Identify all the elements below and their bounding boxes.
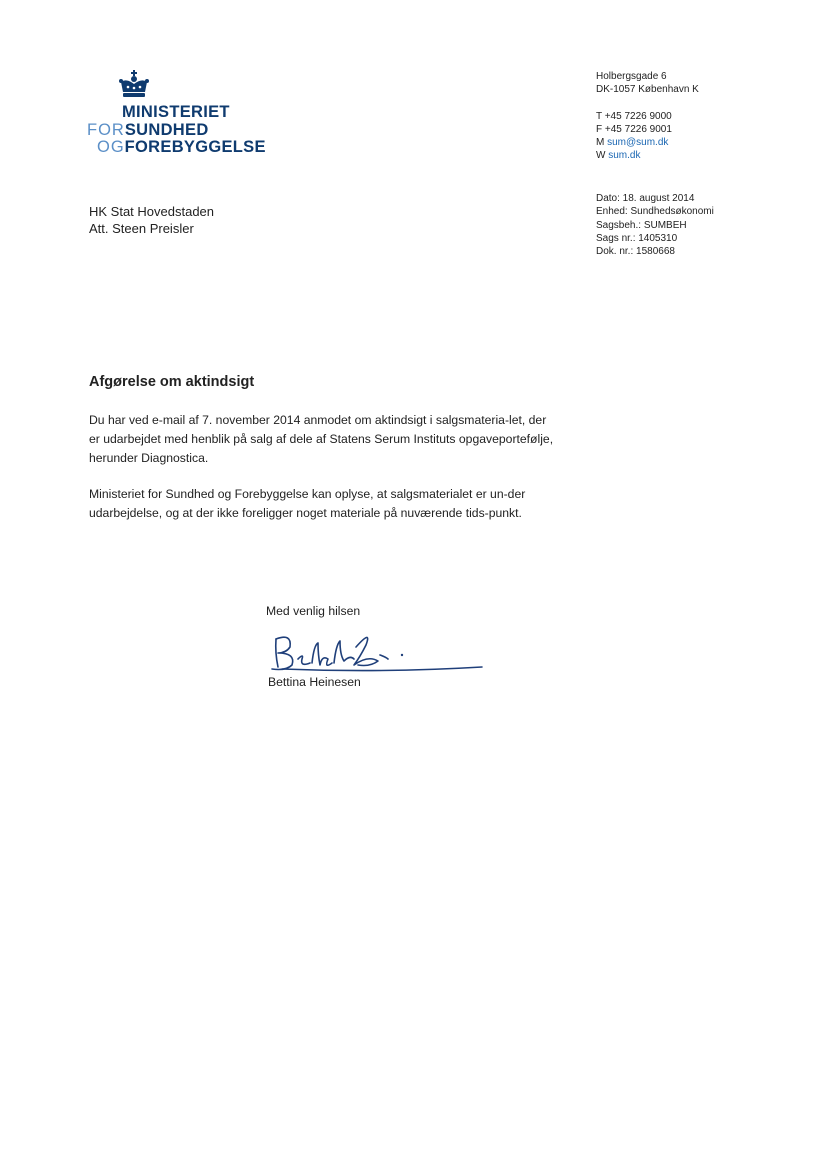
- recipient-address: [89, 203, 214, 237]
- paragraph-2: Ministeriet for Sundhed og Forebyggelse kan oplyse, at salgsmaterialet er un-der udarbejdelse, og at der ikke foreligger noget materiale på nuværende tids-punkt.: [89, 487, 526, 520]
- address-line-1: Holbergsgade 6: [596, 71, 667, 82]
- fax-line: F +45 7226 9001: [596, 123, 672, 135]
- greeting: Med venlig hilsen: [266, 604, 361, 618]
- case-number-line: Sags nr.: 1405310: [596, 232, 678, 244]
- phone-line: T +45 7226 9000: [596, 110, 672, 122]
- recipient-line-1: HK Stat Hovedstaden: [89, 204, 215, 219]
- recipient-line-2: Att. Steen Preisler: [89, 221, 194, 236]
- contact-block: [596, 70, 796, 163]
- document-number-line: Dok. nr.: 1580668: [596, 246, 675, 258]
- paragraph-1: Du har ved e-mail af 7. november 2014 anmodet om aktindsigt i salgsmateria-let, der er udarbejdet med henblik på salg af dele af Statens Serum Instituts opgaveportefølje, herunder Diagnostica.: [89, 413, 554, 465]
- signer-name: Bettina Heinesen: [268, 675, 361, 689]
- address-line-2: DK-1057 København K: [596, 84, 699, 96]
- web-link[interactable]: sum.dk: [608, 150, 641, 162]
- date-line: Dato: 18. august 2014: [596, 193, 695, 204]
- case-handler-line: Sagsbeh.: SUMBEH: [596, 219, 687, 231]
- letter-heading: Afgørelse om aktindsigt: [89, 374, 255, 390]
- case-metadata: [596, 192, 796, 258]
- logo-line-ministeriet: MINISTERIET: [122, 103, 230, 121]
- email-link[interactable]: sum@sum.dk: [607, 137, 669, 149]
- handwritten-signature: [262, 625, 492, 675]
- unit-line: Enhed: Sundhedsøkonomi: [596, 206, 714, 218]
- web-line: W sum.dk: [596, 150, 641, 162]
- logo-line-forebyggelse: OGFOREBYGGELSE: [97, 138, 266, 156]
- crown-icon: [118, 70, 150, 100]
- mail-line: M sum@sum.dk: [596, 137, 669, 149]
- ministry-logo: [84, 70, 264, 160]
- logo-line-sundhed: FORSUNDHED: [87, 121, 209, 139]
